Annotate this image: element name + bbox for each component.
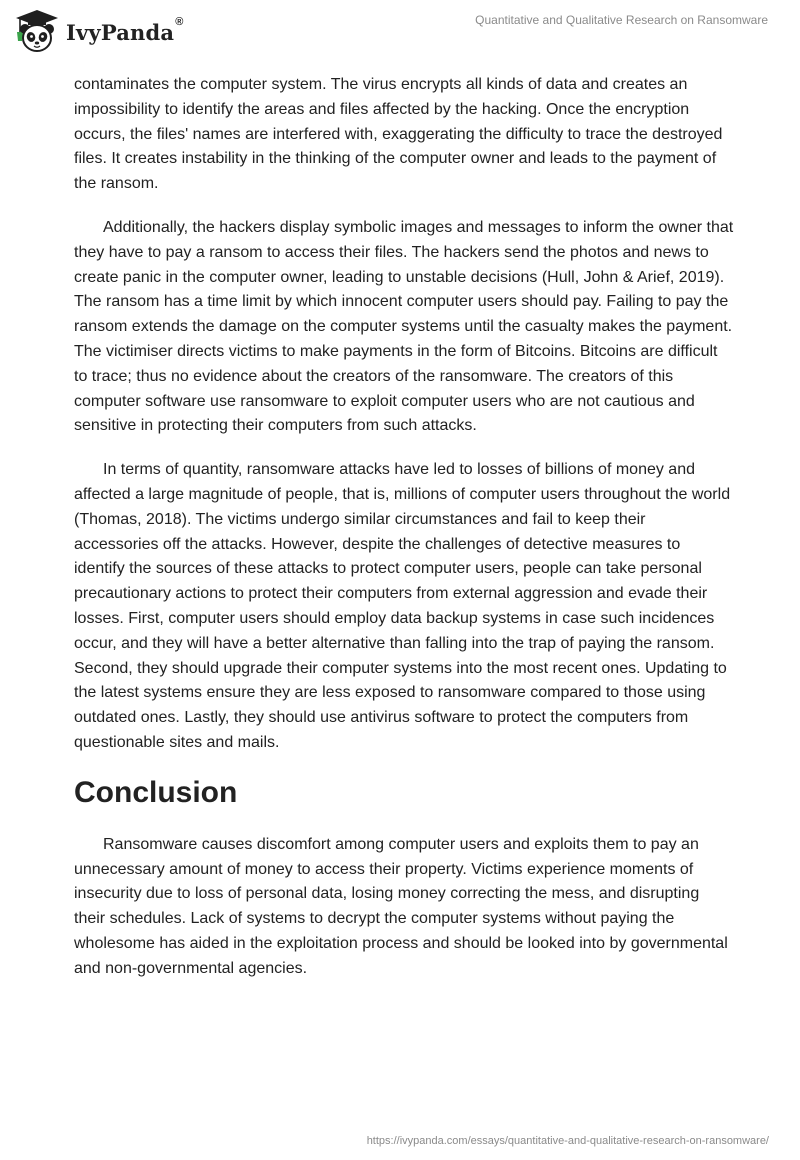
paragraph-continuation: contaminates the computer system. The virus encrypts all kinds of data and creates an impossibility to identify the areas and files affected by the hacking. Once the encryption occurs, the files' names are interfered with, exaggerating the difficulty to trace the destroyed files. It creates instability in the thinking of the computer owner and leads to the payment of the ransom. bbox=[74, 76, 723, 193]
page-header bbox=[0, 0, 800, 60]
brand-logo[interactable] bbox=[14, 8, 184, 54]
document-title: Quantitative and Qualitative Research on Ransomware bbox=[475, 13, 768, 27]
paragraph: In terms of quantity, ransomware attacks have led to losses of billions of money and affected a large magnitude of people, that is, millions of computer users throughout the world (Thomas, 2018). The victims undergo similar circumstances and fail to keep their accessories off the attacks. However, despite the challenges of detective measures to identify the sources of these attacks to protect computer users, people can take personal precautionary actions to protect their computers from external aggression and evade their losses. First, computer users should employ data backup systems in case such incidences occur, and they will have a better alternative than falling into the trap of paying the ransom. Second, they should upgrade their computer systems into the most recent ones. Updating to the latest systems ensure they are less exposed to ransomware compared to those using outdated ones. Lastly, they should use antivirus software to protect the computers from questionable sites and mails. bbox=[74, 461, 731, 751]
paragraph: Additionally, the hackers display symbolic images and messages to inform the owner that they have to pay a ransom to access their files. The hackers send the photos and news to create panic in the computer owner, leading to unstable decisions (Hull, John & Arief, 2019). The ransom has a time limit by which innocent computer users should pay. Failing to pay the ransom extends the damage on the computer systems until the casualty makes the payment. The victimiser directs victims to make payments in the form of Bitcoins. Bitcoins are difficult to trace; thus no evidence about the creators of the ransomware. The creators of this computer software use ransomware to exploit computer users who are not cautious and sensitive in protecting their computers from such attacks. bbox=[74, 218, 734, 435]
panda-graduate-icon bbox=[14, 8, 60, 54]
registered-mark: ® bbox=[175, 15, 184, 28]
conclusion-heading: Conclusion bbox=[74, 775, 238, 809]
essay-body bbox=[74, 73, 734, 1001]
source-url[interactable]: https://ivypanda.com/essays/quantitative-and-qualitative-research-on-ransomware/ bbox=[366, 1135, 769, 1147]
conclusion-paragraph: Ransomware causes discomfort among computer users and exploits them to pay an unnecessary amount of money to access their property. Victims experience moments of insecurity due to loss of personal data, losing money correcting the mess, and disrupting their schedules. Lack of systems to decrypt the computer systems without paying the wholesome has aided in the exploitation process and should be looked into by governmental and non-governmental agencies. bbox=[74, 835, 728, 977]
brand-name: IvyPanda® bbox=[66, 15, 184, 45]
